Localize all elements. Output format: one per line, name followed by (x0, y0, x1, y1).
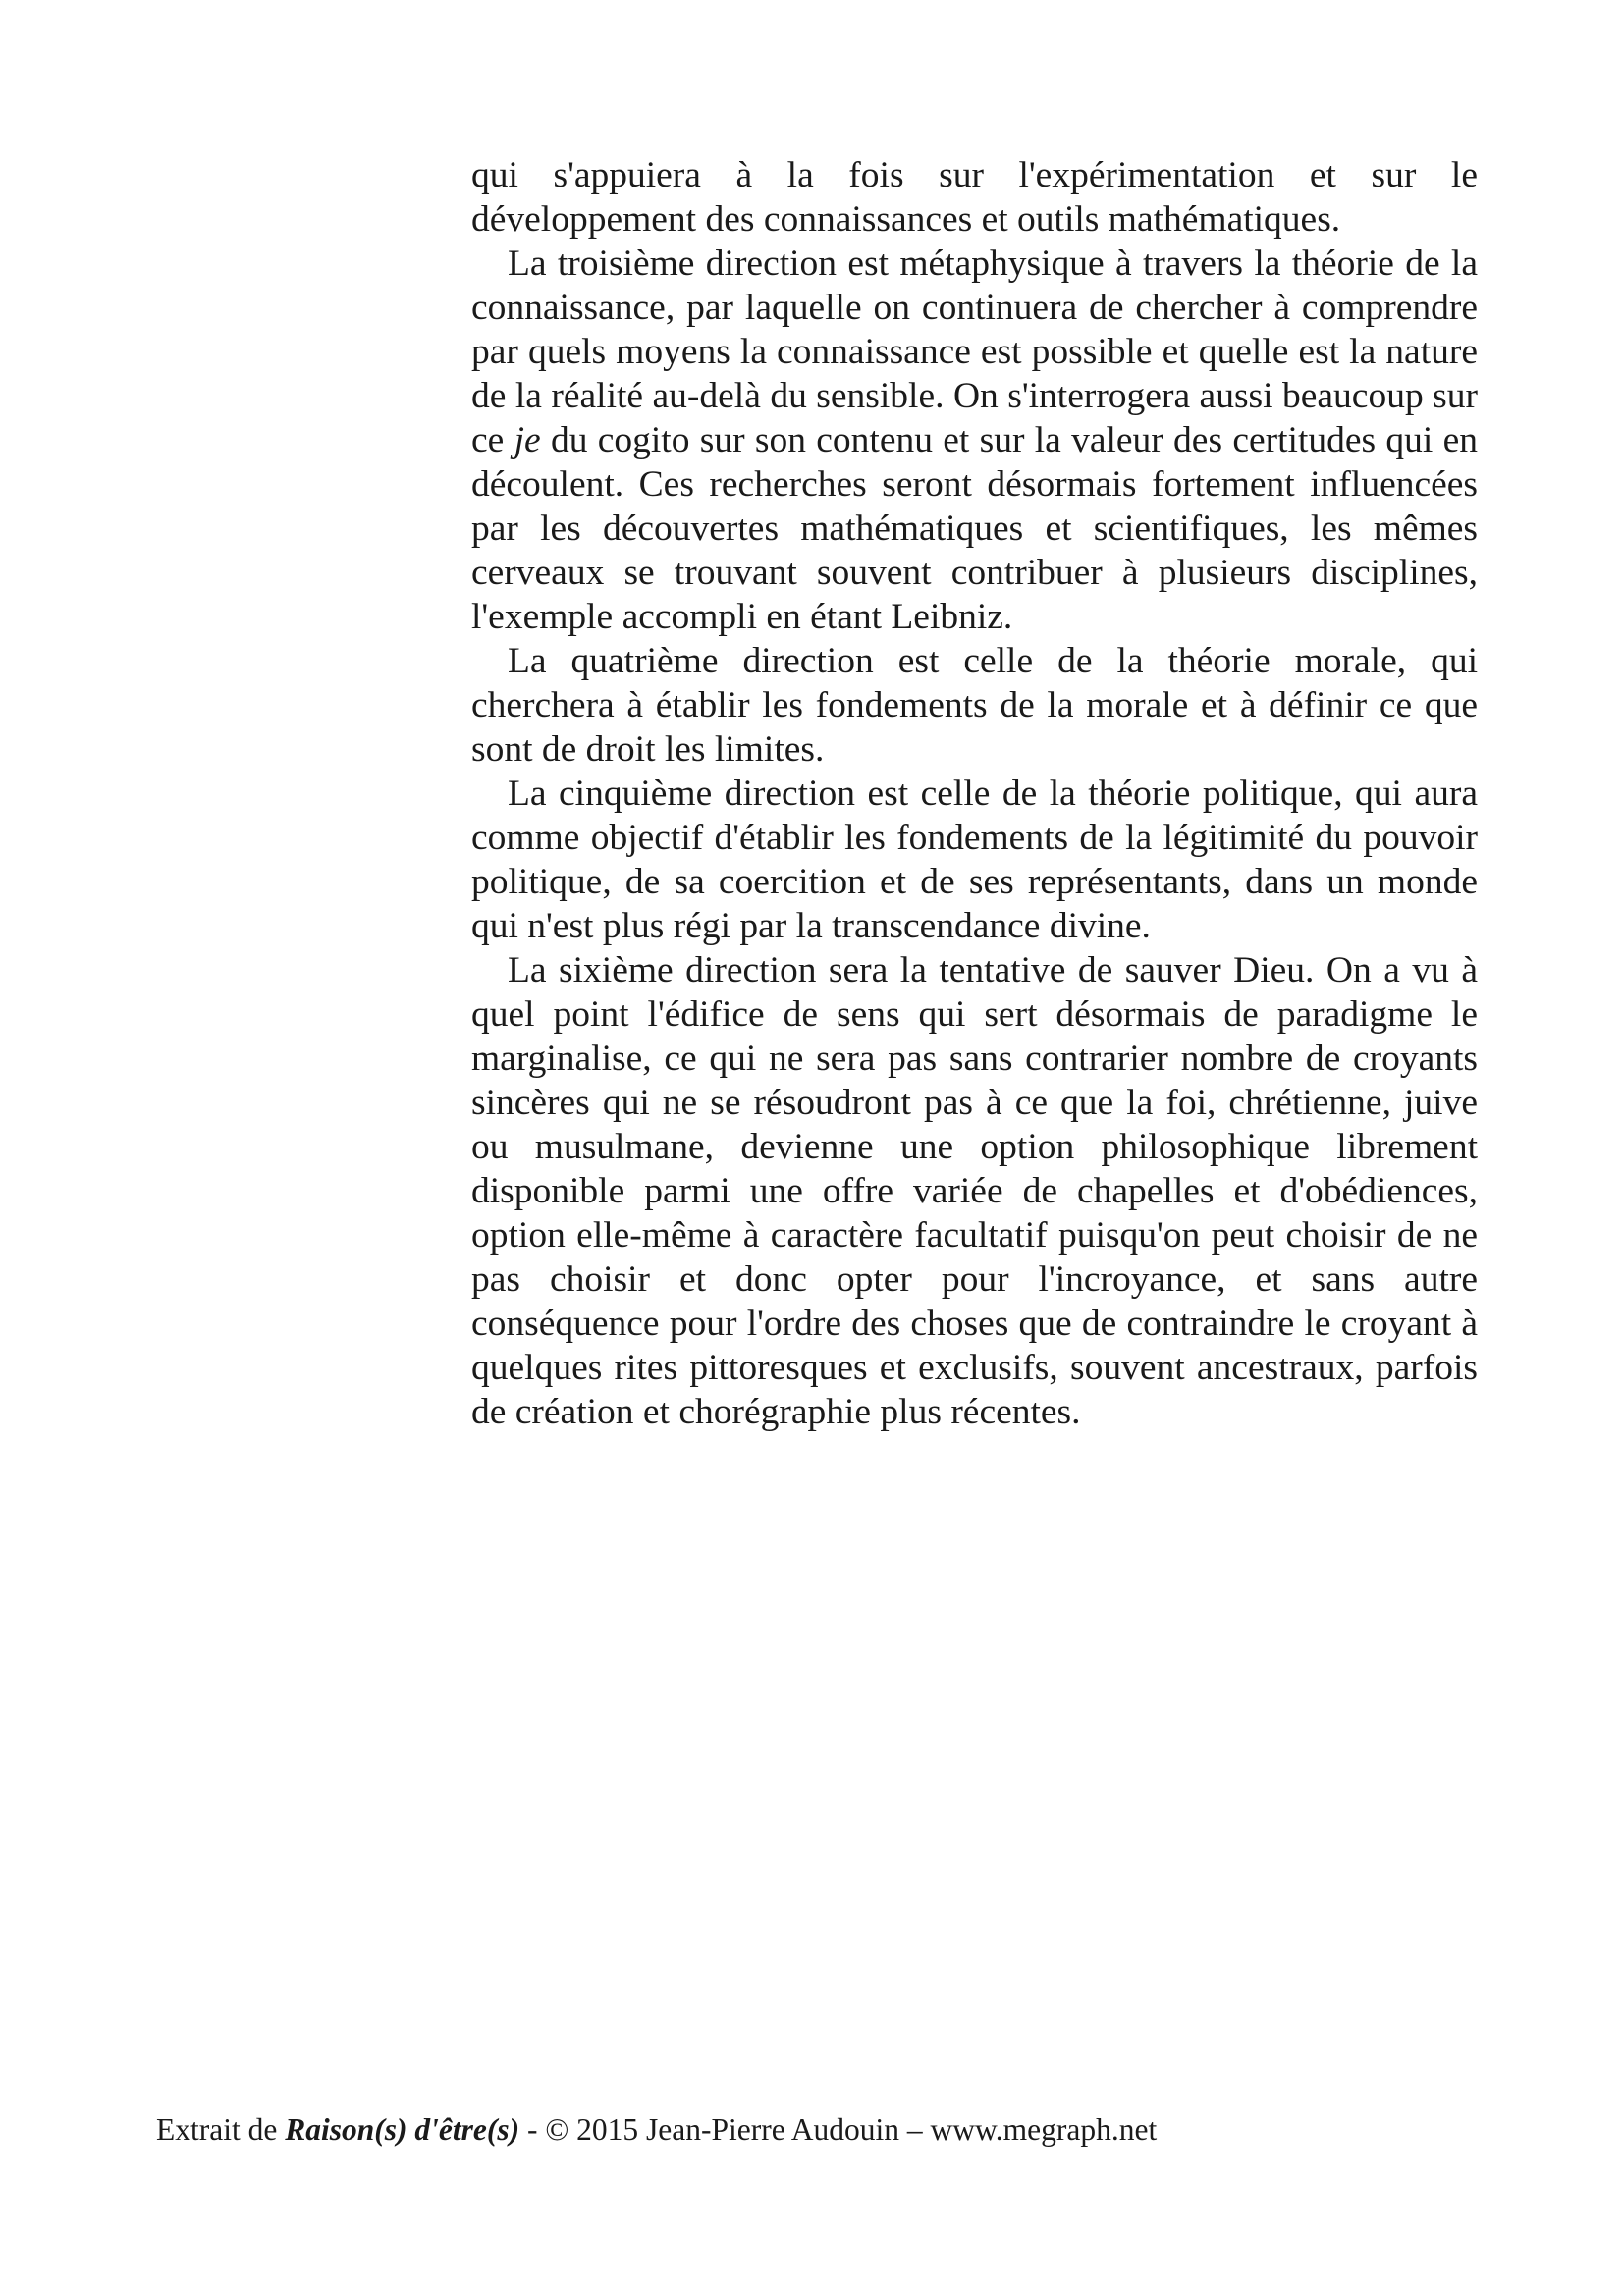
paragraph-text: du cogito sur son contenu et sur la valeur des certitudes qui en découlent. Ces recherches seront désormais fortement influencées par les découvertes mathématiques et scientifiques, les mêmes cerveaux se trouvant souvent contribuer à plusieurs disciplines, l'exemple accompli en étant Leibniz. (471, 420, 1478, 637)
footer-prefix: Extrait de (156, 2112, 286, 2147)
page-footer (156, 2110, 1157, 2150)
paragraph-third-direction (471, 241, 1478, 639)
footer-book-title: Raison(s) d'être(s) (285, 2112, 520, 2147)
footer-copyright: - © 2015 Jean-Pierre Audouin – www.megraph.net (519, 2112, 1158, 2147)
body-text (471, 153, 1478, 1434)
paragraph-fourth-direction: La quatrième direction est celle de la théorie morale, qui cherchera à établir les fondements de la morale et à définir ce que sont de droit les limites. (471, 641, 1478, 770)
paragraph-sixth-direction: La sixième direction sera la tentative de sauver Dieu. On a vu à quel point l'édifice de sens qui sert désormais de paradigme le marginalise, ce qui ne sera pas sans contrarier nombre de croyants sincères qui ne se résoudront pas à ce que la foi, chrétienne, juive ou musulmane, devienne une option philosophique librement disponible parmi une offre variée de chapelles et d'obédiences, option elle-même à caractère facultatif puisqu'on peut choisir de ne pas choisir et donc opter pour l'incroyance, et sans autre conséquence pour l'ordre des choses que de contraindre le croyant à quelques rites pittoresques et exclusifs, souvent ancestraux, parfois de création et chorégraphie plus récentes. (471, 950, 1478, 1432)
paragraph-continuation: qui s'appuiera à la fois sur l'expérimentation et sur le développement des connaissances et outils mathématiques. (471, 155, 1478, 240)
paragraph-fifth-direction: La cinquième direction est celle de la théorie politique, qui aura comme objectif d'établir les fondements de la légitimité du pouvoir politique, de sa coercition et de ses représentants, dans un monde qui n'est plus régi par la transcendance divine. (471, 774, 1478, 946)
italic-word: je (514, 420, 541, 460)
paragraph-text: La troisième direction est métaphysique à travers la théorie de la connaissance, par laquelle on continuera de chercher à comprendre par quels moyens la connaissance est possible et quelle est la nature de la réalité au-delà du sensible. On s'interrogera aussi beaucoup sur ce (471, 243, 1478, 460)
